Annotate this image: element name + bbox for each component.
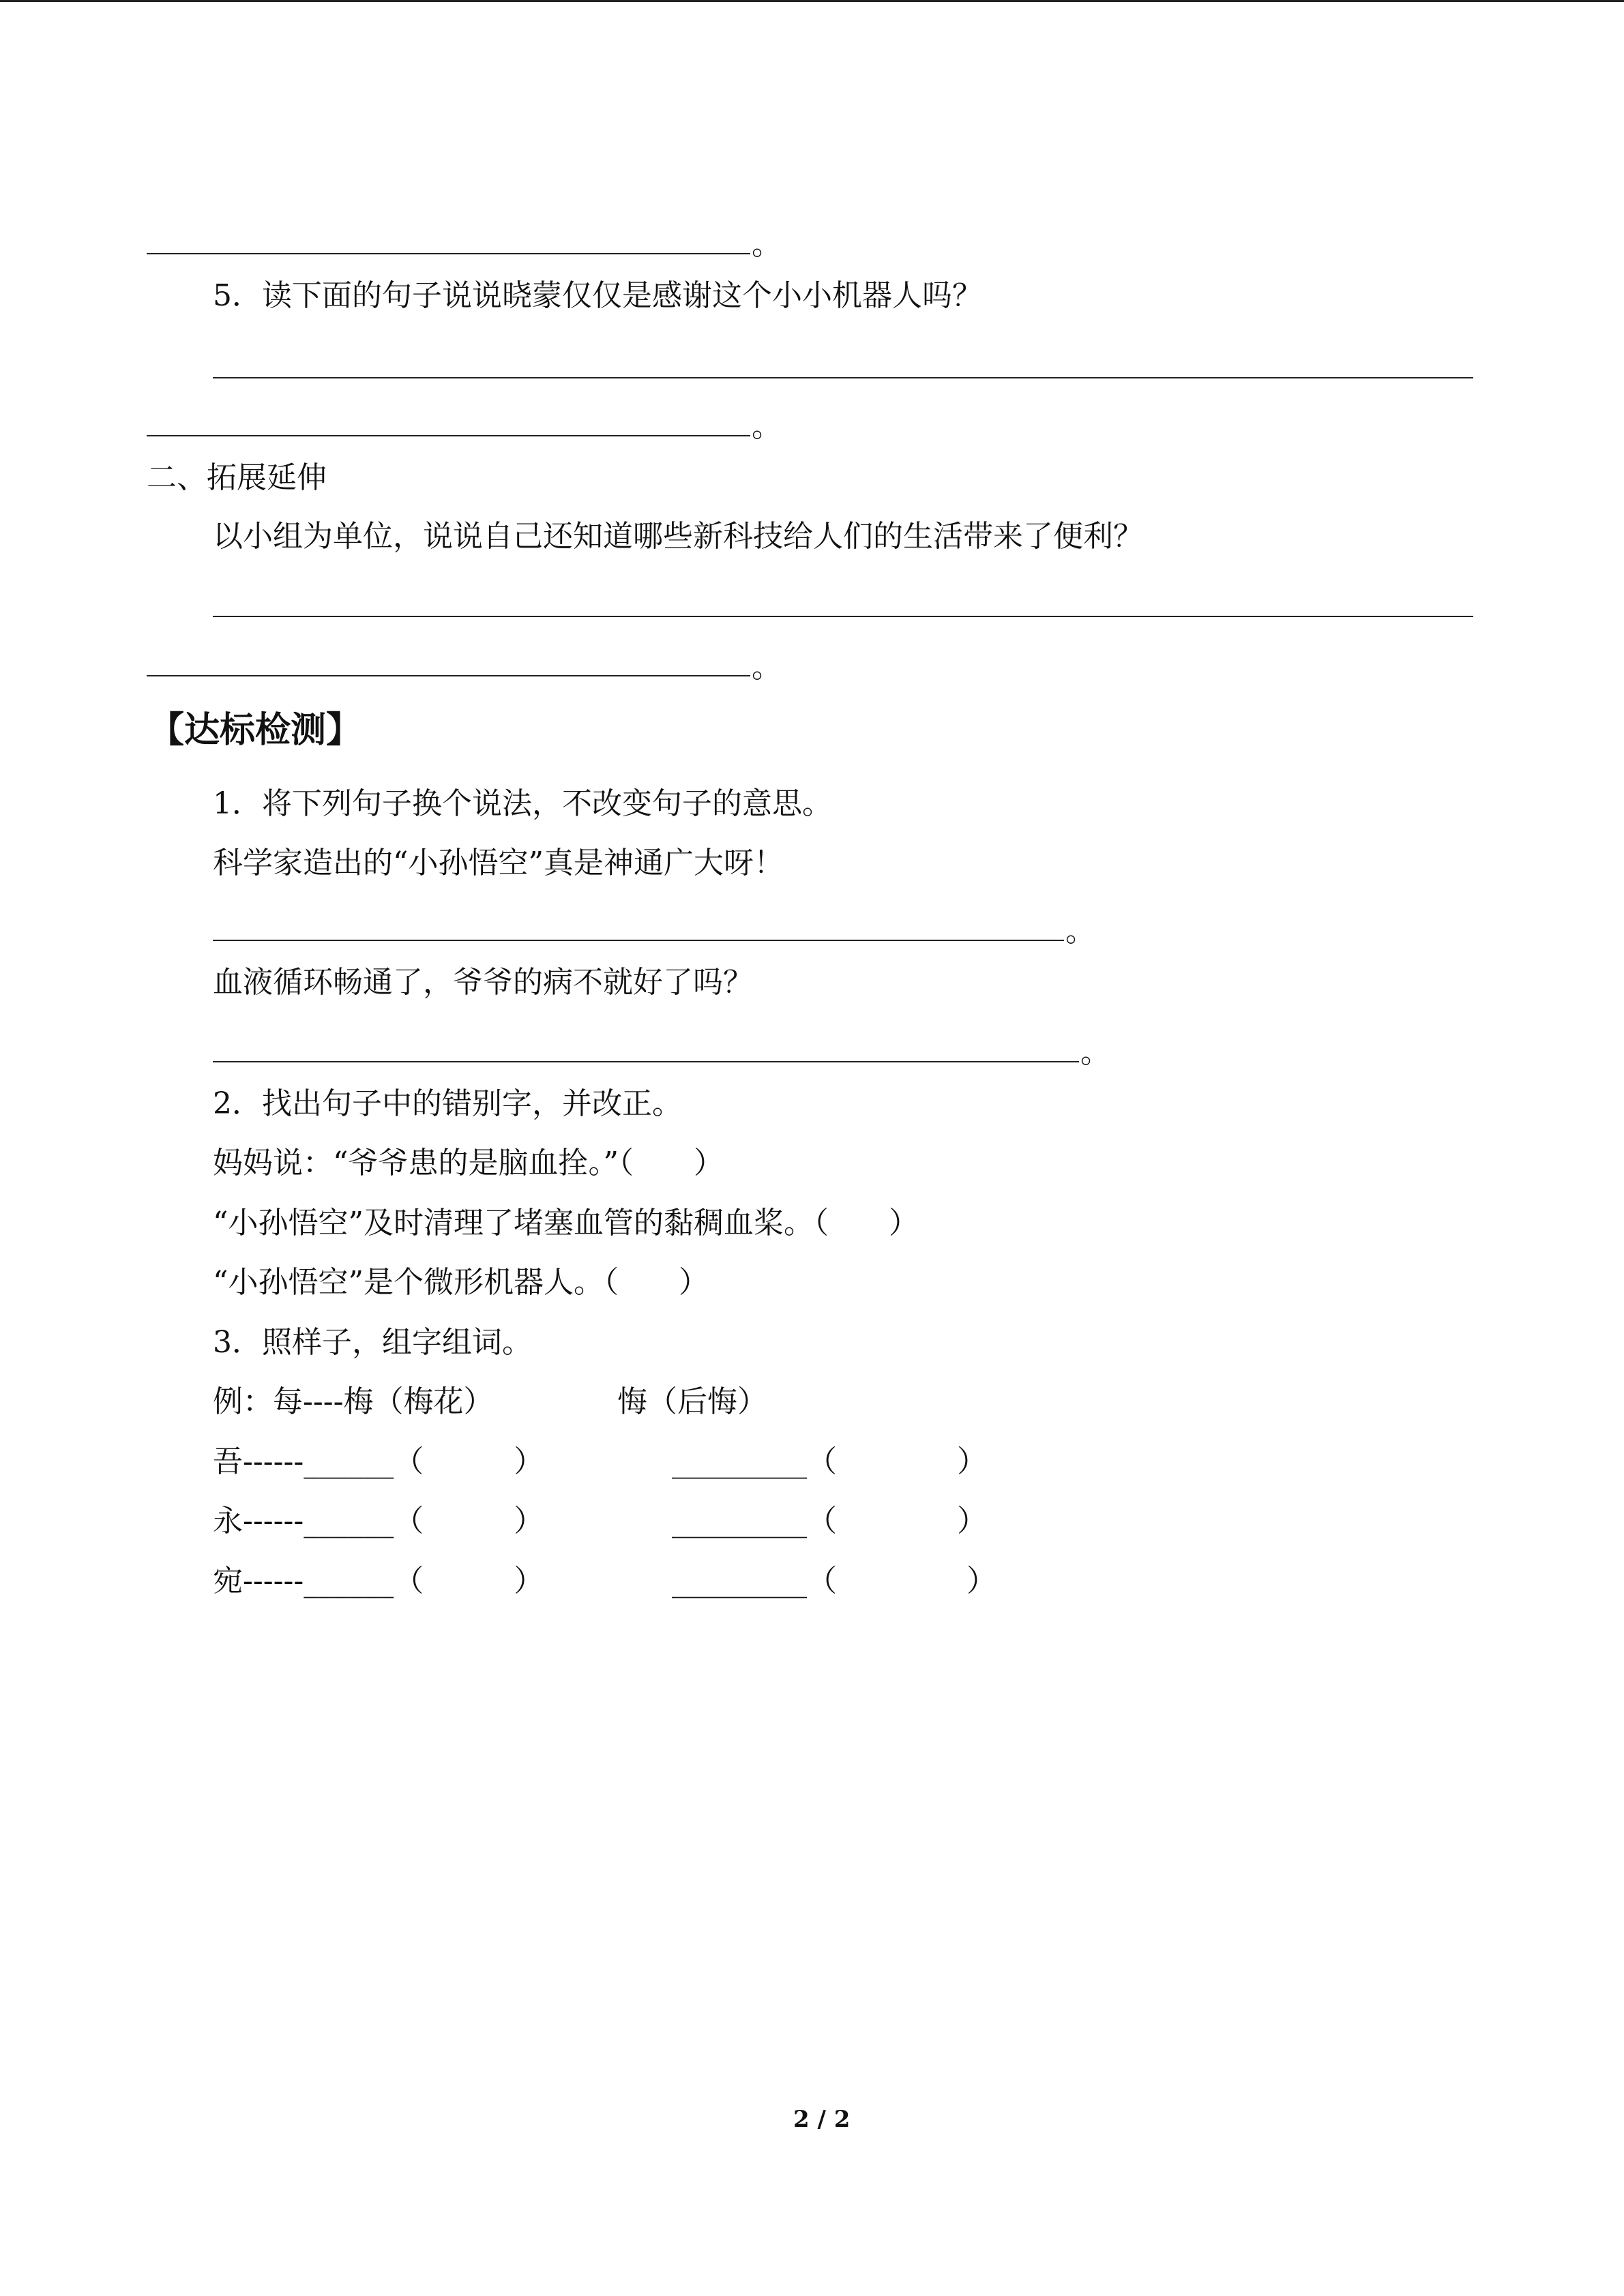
test-question-3: 3．照样子，组字组词。 (213, 1325, 532, 1360)
question-5: 5．读下面的句子说说晓蒙仅仅是感谢这个小小机器人吗？ (213, 278, 982, 313)
word-row-left: 永------______（ ） (213, 1504, 544, 1538)
page-number: 2 / 2 (793, 2106, 851, 2133)
test-heading: 【达标检测】 (149, 710, 362, 751)
word-row-right: _________（ ） (672, 1444, 987, 1479)
section-title: 二、拓展延伸 (147, 460, 327, 495)
answer-line (147, 675, 750, 676)
sentence: “小孙悟空”及时清理了堵塞血管的黏稠血桨。（ ） (213, 1206, 919, 1240)
line-end-mark: 。 (752, 409, 782, 444)
answer-line (147, 435, 750, 436)
line-end-mark: 。 (752, 650, 782, 685)
example-left: 例：每----梅（梅花） (213, 1384, 494, 1419)
line-end-mark: 。 (1080, 1035, 1110, 1070)
example-right: 悔（后悔） (617, 1384, 767, 1419)
word-row-left: 吾------______（ ） (213, 1444, 544, 1479)
answer-line (213, 616, 1473, 617)
word-row-left: 宛------______（ ） (213, 1564, 544, 1598)
sentence: 妈妈说：“爷爷患的是脑血拴。”（ ） (213, 1146, 724, 1180)
test-question-2: 2．找出句子中的错别字，并改正。 (213, 1086, 682, 1121)
sentence: 血液循环畅通了，爷爷的病不就好了吗？ (213, 965, 753, 1000)
answer-line (147, 253, 750, 254)
sentence: 科学家造出的“小孙悟空”真是神通广大呀！ (213, 846, 784, 880)
answer-line (213, 377, 1473, 378)
section-prompt: 以小组为单位，说说自己还知道哪些新科技给人们的生活带来了便利？ (213, 519, 1143, 554)
line-end-mark: 。 (1065, 914, 1095, 949)
word-row-right: _________（ ） (672, 1504, 987, 1538)
sentence: “小孙悟空”是个微形机器人。（ ） (213, 1265, 709, 1300)
word-row-right: _________（ ） (672, 1564, 996, 1598)
line-end-mark: 。 (752, 227, 782, 262)
test-question-1: 1．将下列句子换个说法，不改变句子的意思。 (213, 786, 832, 821)
answer-line (213, 1061, 1079, 1062)
answer-line (213, 940, 1064, 941)
